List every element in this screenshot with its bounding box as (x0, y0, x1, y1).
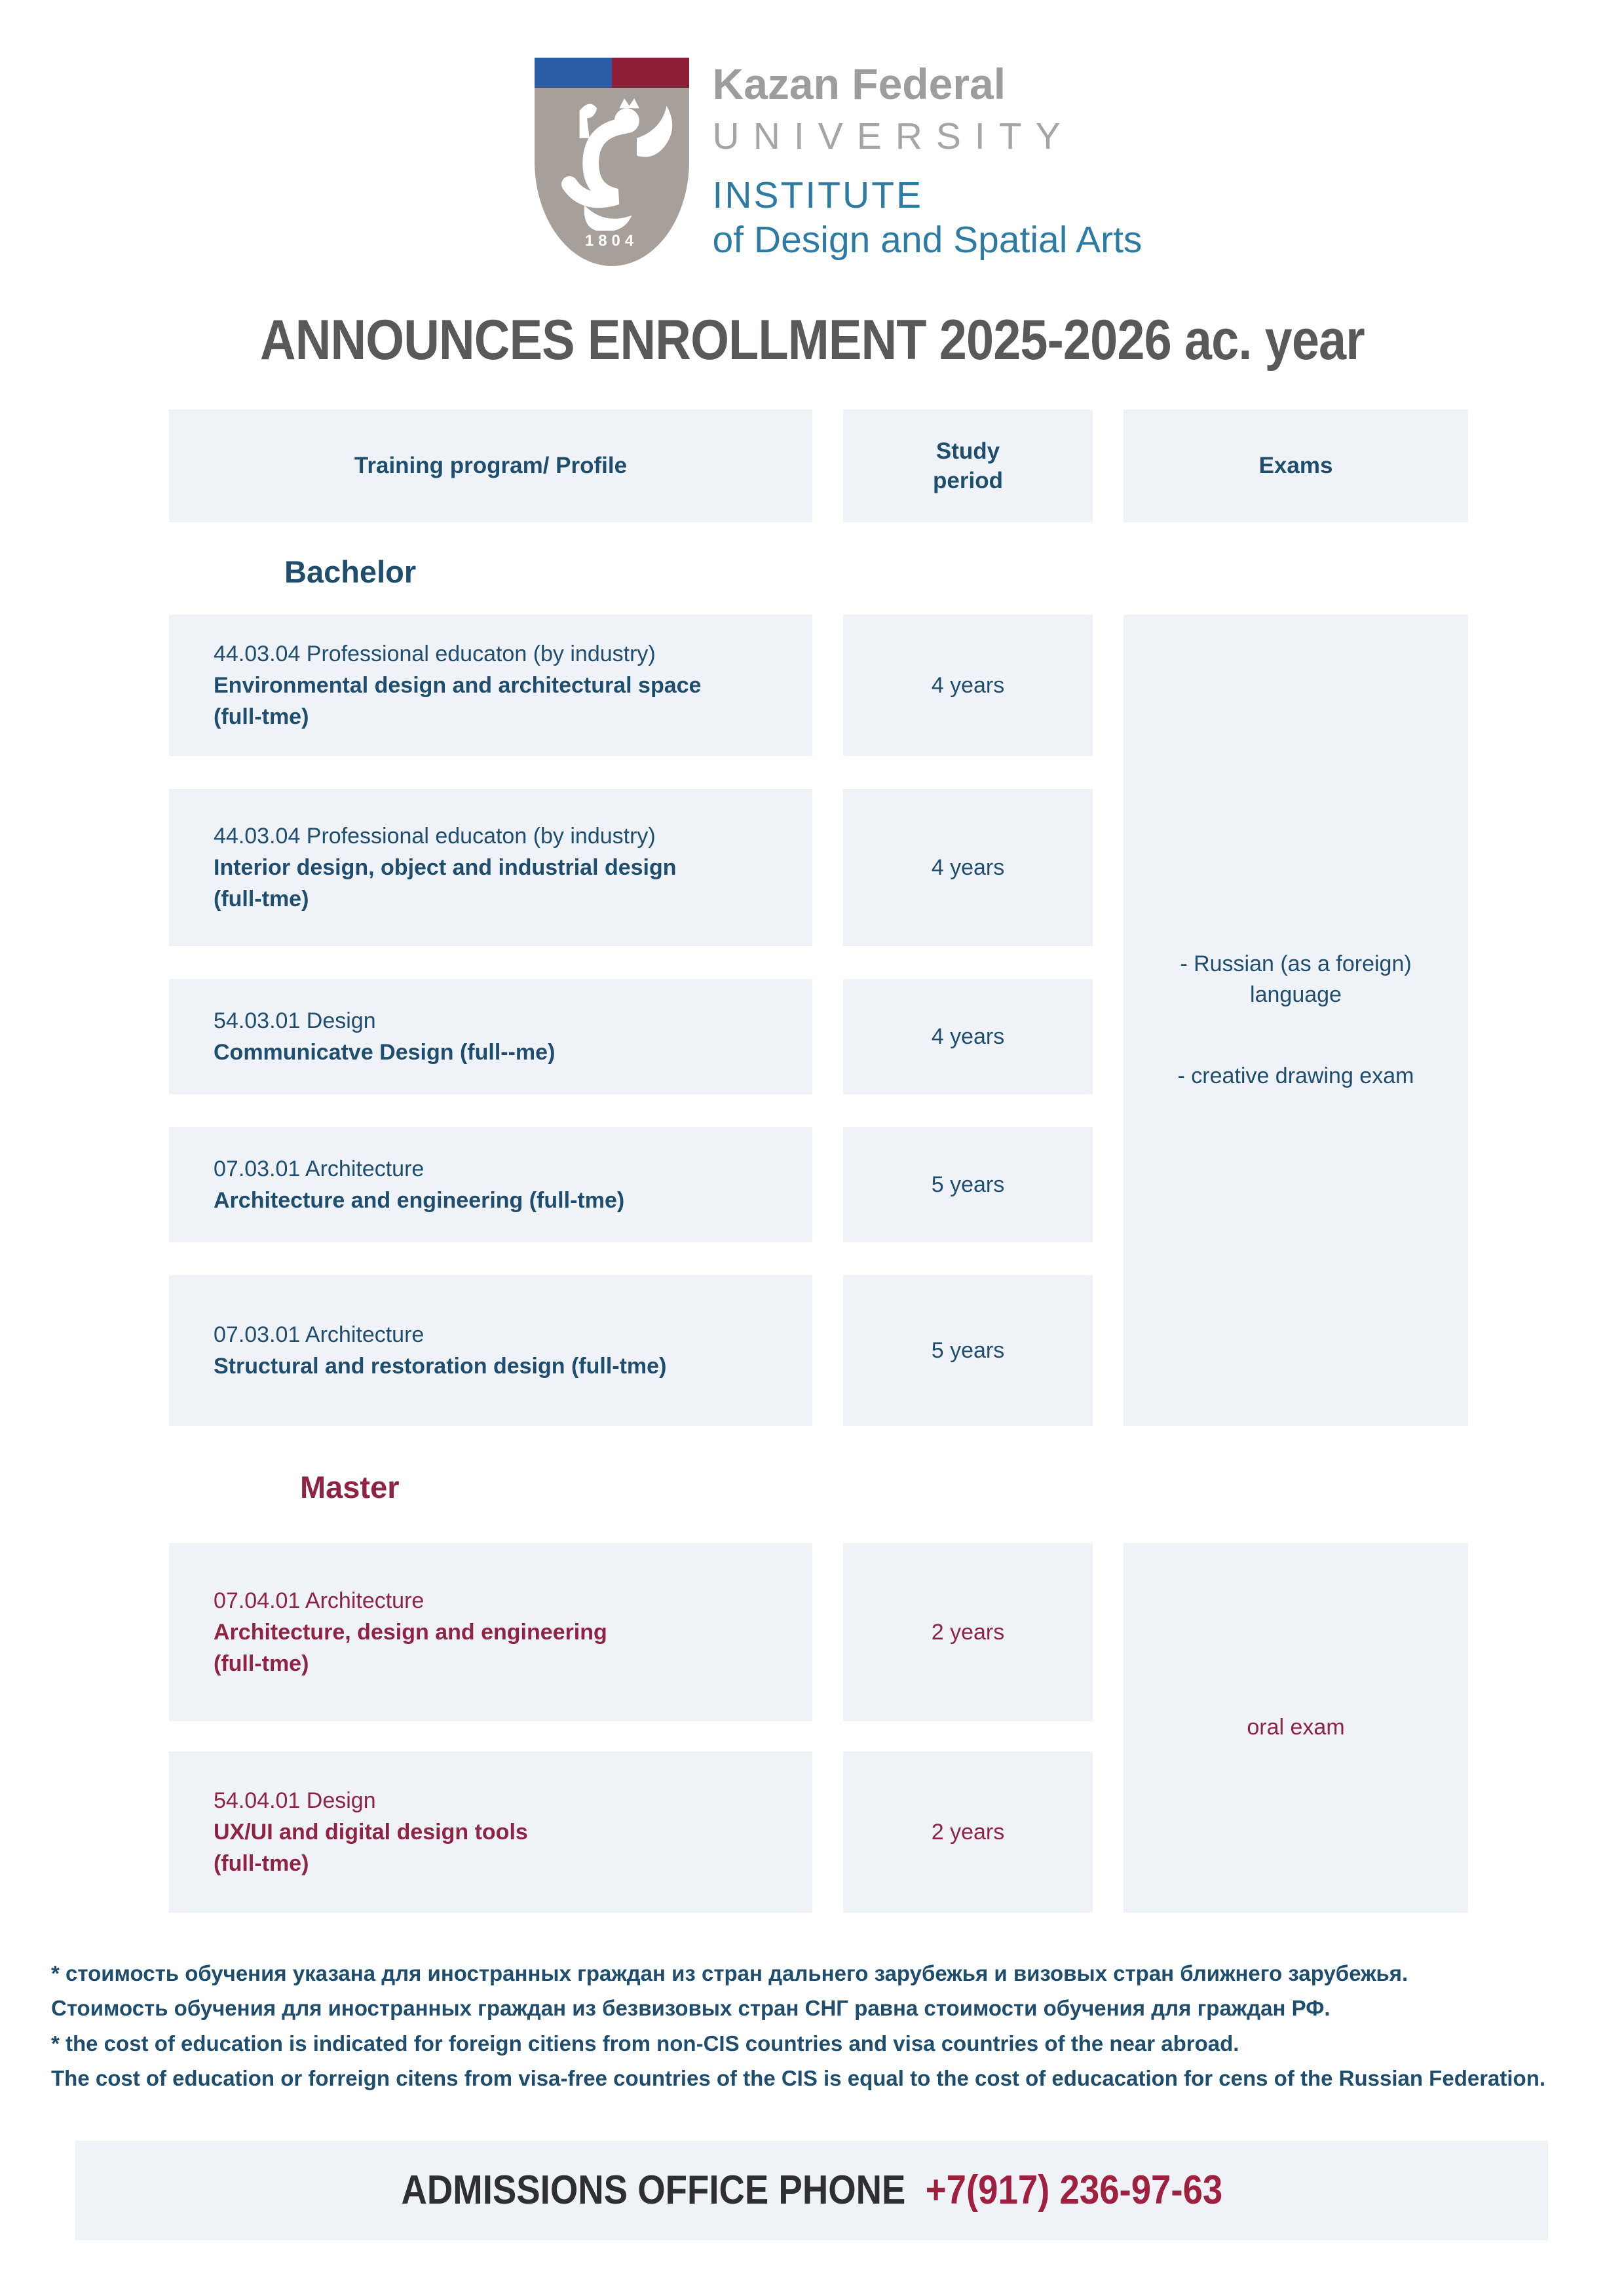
master-section (169, 1543, 1468, 1913)
program-profile: Communicatve Design (full--me) (214, 1040, 556, 1065)
study-period-value: 4 years (843, 615, 1093, 756)
admissions-phone-bar (75, 2141, 1548, 2240)
page-title: ANNOUNCES ENROLLMENT 2025-2026 ac. year (259, 309, 1365, 372)
admissions-office-label: ADMISSIONS OFFICE PHONE (401, 2168, 906, 2213)
header-study-period: Study period (843, 410, 1093, 522)
table-header-row (169, 410, 1468, 522)
program-code: 44.03.04 Professional educaton (by industry) (214, 823, 656, 849)
university-brand-header (26, 0, 1624, 266)
program-code: 54.03.01 Design (214, 1008, 376, 1033)
program-profile-mode: (full-tme) (214, 1851, 309, 1877)
footnote-line-en-2: The cost of education or forreign citens from visa-free countries of the CIS is equal to the cost of educacation for cens of the Russian Federation. (51, 2066, 1546, 2091)
program-profile-mode: (full-tme) (214, 1651, 309, 1677)
table-row-program (169, 789, 812, 946)
footnote-line-ru-2: Стоимость обучения для иностранных граждан из безвизовых стран СНГ равна стоимости обучения для граждан РФ. (51, 1996, 1331, 2021)
program-code: 07.04.01 Architecture (214, 1588, 425, 1613)
header-training-program: Training program/ Profile (169, 410, 812, 522)
logo-flag-band (535, 58, 689, 88)
table-row-program (169, 1751, 812, 1913)
program-profile: Structural and restoration design (full-tme) (214, 1354, 667, 1379)
university-name-line1: Kazan Federal (712, 60, 1006, 108)
section-label-bachelor: Bachelor (284, 554, 417, 589)
bachelor-exams-cell (1124, 615, 1468, 1426)
header-exams: Exams (1124, 410, 1468, 522)
institute-name-line2: of Design and Spatial Arts (712, 218, 1142, 261)
logo-red-band (612, 58, 689, 88)
program-profile: UX/UI and digital design tools (214, 1819, 528, 1845)
program-code: 07.03.01 Architecture (214, 1156, 425, 1181)
table-row-program (169, 1275, 812, 1426)
programs-table (169, 410, 1468, 1913)
study-period-value: 4 years (843, 979, 1093, 1094)
program-code: 54.04.01 Design (214, 1788, 376, 1813)
exam-line: oral exam (1247, 1715, 1345, 1740)
study-period-value: 5 years (843, 1275, 1093, 1426)
logo-blue-band (535, 58, 612, 88)
study-period-value: 2 years (843, 1751, 1093, 1913)
master-exams-cell (1124, 1543, 1468, 1913)
program-profile: Environmental design and architectural space (214, 672, 702, 698)
admissions-phone-number: +7(917) 236-97-63 (925, 2168, 1222, 2213)
program-profile: Interior design, object and industrial design (214, 854, 677, 880)
study-period-value: 5 years (843, 1127, 1093, 1242)
program-code: 44.03.04 Professional educaton (by industry) (214, 641, 656, 666)
table-row-program (169, 1543, 812, 1721)
study-period-value: 2 years (843, 1543, 1093, 1721)
exam-line: - Russian (as a foreign) language (1180, 951, 1412, 1008)
kfu-logo (535, 58, 689, 266)
institute-name-line1: INSTITUTE (712, 174, 924, 217)
study-period-value: 4 years (843, 789, 1093, 946)
logo-shield (535, 88, 689, 266)
program-profile: Architecture and engineering (full-tme) (214, 1188, 625, 1213)
cost-footnote (51, 1956, 1572, 2096)
footnote-line-en-1: * the cost of education is indicated for foreign citiens from non-CIS countries and visa countries of the near abroad. (51, 2031, 1239, 2056)
zilant-icon (550, 93, 674, 231)
section-label-master: Master (300, 1470, 400, 1504)
table-row-program (169, 1127, 812, 1242)
footnote-line-ru-1: * стоимость обучения указана для иностранных граждан из стран дальнего зарубежья и визовых стран ближнего зарубежья. (51, 1961, 1408, 1985)
table-row-program (169, 615, 812, 756)
university-name-block (713, 58, 1142, 260)
table-row-program (169, 979, 812, 1094)
exam-line: - creative drawing exam (1177, 1063, 1414, 1088)
program-profile-mode: (full-tme) (214, 887, 309, 912)
program-profile-mode: (full-tme) (214, 704, 309, 730)
program-profile: Architecture, design and engineering (214, 1619, 607, 1645)
bachelor-section (169, 615, 1468, 1426)
program-code: 07.03.01 Architecture (214, 1322, 425, 1347)
university-name-line2: UNIVERSITY (712, 115, 1074, 158)
logo-founding-year: 1804 (584, 232, 639, 250)
